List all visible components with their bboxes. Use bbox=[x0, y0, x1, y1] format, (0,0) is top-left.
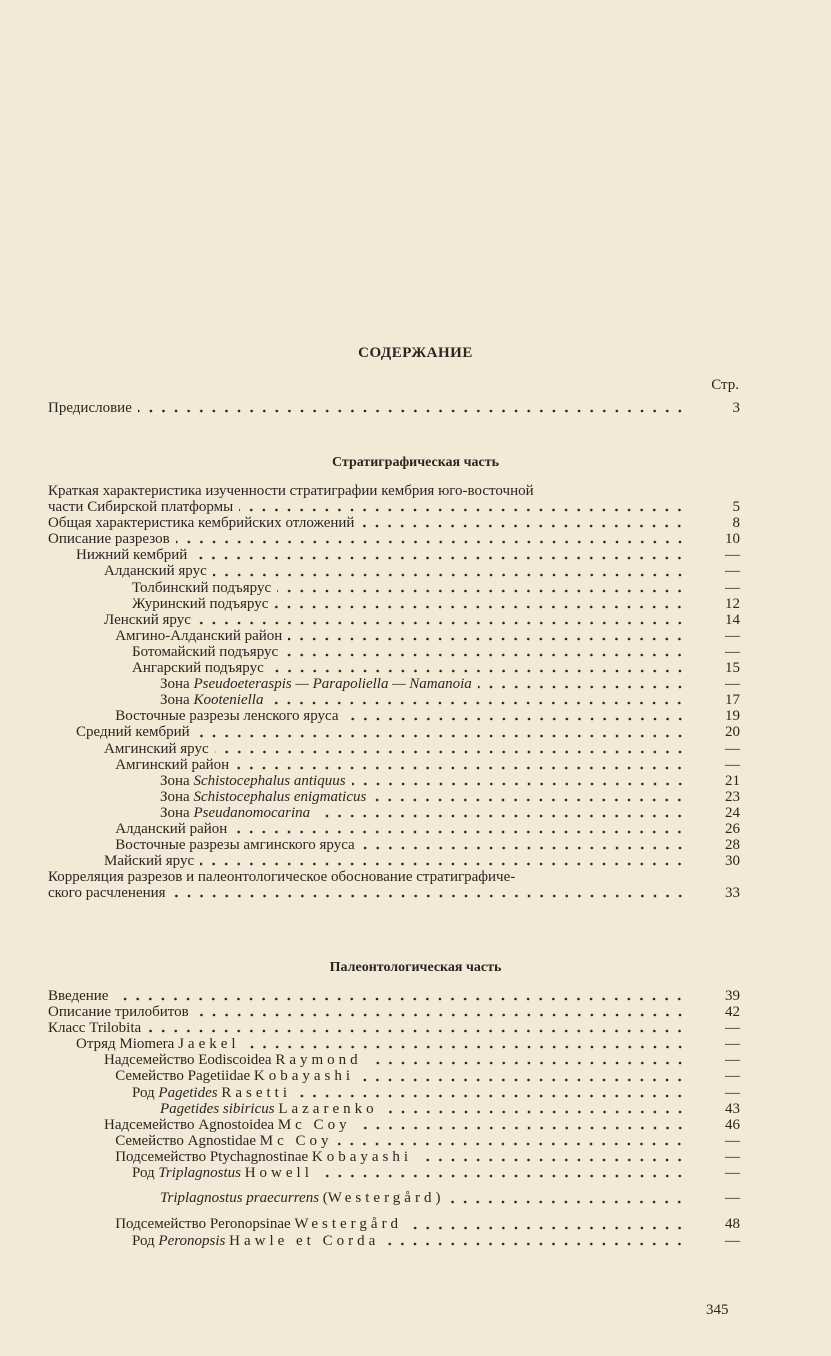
toc-entry bbox=[48, 988, 740, 1004]
toc-entry-label bbox=[132, 1233, 379, 1249]
label-text: Отряд Miomera bbox=[76, 1036, 179, 1053]
toc-entry-page: 17 bbox=[725, 692, 740, 709]
toc-entry bbox=[48, 869, 740, 885]
toc-entry-label bbox=[115, 1133, 332, 1149]
dot-leader bbox=[269, 695, 686, 705]
toc-entry-page: 14 bbox=[725, 611, 740, 628]
toc-entry-label bbox=[160, 1101, 378, 1117]
toc-entry-label bbox=[48, 499, 233, 515]
taxon-name: Pagetides sibiricus bbox=[160, 1100, 275, 1117]
dot-leader bbox=[235, 760, 686, 770]
toc-entry-page: — bbox=[725, 627, 740, 644]
toc-entry-page: 3 bbox=[732, 400, 740, 416]
toc-entry bbox=[48, 676, 740, 692]
toc-entry bbox=[48, 741, 740, 757]
label-text: Описание разрезов bbox=[48, 531, 170, 548]
label-text: Семейство Agnostidae bbox=[115, 1132, 260, 1149]
toc-entry-page: — bbox=[725, 1132, 740, 1149]
toc-entry bbox=[48, 1207, 740, 1233]
toc-entry bbox=[48, 1133, 740, 1149]
toc-entry bbox=[48, 708, 740, 724]
dot-leader bbox=[345, 711, 686, 721]
label-text: Амгино-Алданский район bbox=[115, 627, 283, 644]
toc-entry-page: — bbox=[725, 1084, 740, 1101]
dot-leader bbox=[478, 679, 686, 689]
dot-leader bbox=[338, 1136, 686, 1146]
toc-entry-page: — bbox=[725, 676, 740, 693]
page-column-label: Стр. bbox=[711, 377, 739, 393]
toc-entry-label bbox=[132, 596, 268, 612]
toc-entry bbox=[48, 1052, 740, 1068]
toc-entry-page: 24 bbox=[725, 804, 740, 821]
dot-leader bbox=[284, 647, 686, 657]
taxon-name: Schistocephalus enigmaticus bbox=[193, 788, 367, 805]
toc-entry bbox=[48, 1004, 740, 1020]
toc-entry bbox=[48, 580, 740, 596]
author-name: Raymond bbox=[275, 1052, 362, 1069]
label-text: ( bbox=[319, 1190, 328, 1207]
taxon-name: Triplagnostus bbox=[158, 1165, 241, 1182]
toc-entry-label bbox=[115, 1068, 354, 1084]
toc-entry-label bbox=[160, 692, 263, 708]
dot-leader bbox=[384, 1104, 686, 1114]
label-text: Класс Trilobita bbox=[48, 1020, 142, 1037]
toc-entry-label bbox=[115, 708, 338, 724]
toc-entry-label bbox=[104, 1117, 351, 1133]
toc-entry-page: 46 bbox=[725, 1116, 740, 1133]
dot-leader bbox=[361, 840, 686, 850]
toc-entry-page: — bbox=[725, 547, 740, 564]
dot-leader bbox=[147, 1023, 686, 1033]
toc-stratigraphy bbox=[48, 483, 740, 901]
dot-leader bbox=[246, 1039, 686, 1049]
toc-entry-page: 28 bbox=[725, 837, 740, 854]
toc-entry-label bbox=[115, 837, 355, 853]
label-text: Введение bbox=[48, 988, 109, 1004]
toc-preface bbox=[48, 400, 740, 416]
label-text: Майский ярус bbox=[104, 853, 195, 870]
toc-entry-label bbox=[48, 1020, 141, 1036]
toc-entry-page: 23 bbox=[725, 788, 740, 805]
toc-entry-label bbox=[104, 563, 207, 579]
author-name: Kobayashi bbox=[253, 1068, 355, 1085]
dot-leader bbox=[274, 599, 686, 609]
toc-entry-page: — bbox=[725, 643, 740, 660]
toc-entry-page: — bbox=[725, 740, 740, 757]
toc-entry bbox=[48, 1117, 740, 1133]
toc-paleontology bbox=[48, 988, 740, 1249]
toc-entry bbox=[48, 1068, 740, 1084]
dot-leader bbox=[215, 744, 686, 754]
label-text: Алданский ярус bbox=[104, 563, 207, 580]
toc-entry-page: — bbox=[725, 1052, 740, 1069]
label-text: Зона bbox=[160, 772, 194, 789]
label-text: Общая характеристика кембрийских отложений bbox=[48, 515, 355, 532]
dot-leader bbox=[288, 631, 686, 641]
label-text: Корреляция разрезов и палеонтологическое обоснование стратиграфиче- bbox=[48, 869, 516, 886]
toc-entry bbox=[48, 1165, 740, 1181]
toc-entry-label bbox=[115, 757, 229, 773]
taxon-name: Triplagnostus praecurrens bbox=[160, 1190, 320, 1207]
toc-entry-label bbox=[48, 869, 515, 885]
toc-entry-label bbox=[132, 1165, 313, 1181]
toc-entry-page: 26 bbox=[725, 820, 740, 837]
toc-entry-label bbox=[48, 988, 108, 1004]
toc-entry-page: — bbox=[725, 563, 740, 580]
label-text: Род bbox=[132, 1084, 159, 1101]
toc-entry-label bbox=[76, 724, 190, 740]
dot-leader bbox=[385, 1236, 686, 1246]
label-text: Предисловие bbox=[48, 400, 132, 416]
toc-entry bbox=[48, 773, 740, 789]
toc-entry bbox=[48, 1101, 740, 1117]
label-text: Толбинский подъярус bbox=[132, 579, 272, 596]
toc-entry-page: — bbox=[725, 1036, 740, 1053]
toc-entry bbox=[48, 789, 740, 805]
label-text: ского расчленения bbox=[48, 885, 166, 902]
toc-entry-label bbox=[48, 1004, 189, 1020]
dot-leader bbox=[270, 663, 686, 673]
toc-entry-label bbox=[104, 612, 191, 628]
label-text: Зона bbox=[160, 788, 194, 805]
toc-entry bbox=[48, 596, 740, 612]
label-text: Семейство Pagetiidae bbox=[115, 1068, 254, 1085]
label-text: Краткая характеристика изученности стратиграфии кембрия юго-восточной bbox=[48, 483, 534, 499]
toc-entry bbox=[48, 644, 740, 660]
toc-entry bbox=[48, 1149, 740, 1165]
dot-leader bbox=[176, 534, 686, 544]
toc-entry-label bbox=[48, 885, 166, 901]
toc-entry-page: 15 bbox=[725, 660, 740, 677]
dot-leader bbox=[200, 856, 686, 866]
toc-entry bbox=[48, 1036, 740, 1052]
dot-leader bbox=[233, 824, 686, 834]
label-text: Журинский подъярус bbox=[132, 595, 269, 612]
dot-leader bbox=[297, 1088, 686, 1098]
toc-entry bbox=[48, 547, 740, 563]
dot-leader bbox=[138, 403, 686, 413]
toc-entry-page: — bbox=[725, 1148, 740, 1165]
toc-entry-label bbox=[132, 580, 271, 596]
toc-entry-label bbox=[104, 741, 209, 757]
toc-entry-page: 48 bbox=[725, 1216, 740, 1233]
toc-entry-label bbox=[104, 1052, 362, 1068]
toc-entry-label bbox=[160, 676, 472, 692]
toc-entry bbox=[48, 805, 740, 821]
toc-entry bbox=[48, 563, 740, 579]
toc-entry bbox=[48, 1085, 740, 1101]
dot-leader bbox=[172, 888, 686, 898]
label-text: Подсемейство Ptychagnostinae bbox=[115, 1148, 312, 1165]
toc-entry bbox=[48, 1233, 740, 1249]
label-text: Ангарский подъярус bbox=[132, 660, 264, 677]
dot-leader bbox=[408, 1220, 686, 1230]
label-text: Амгинский ярус bbox=[104, 740, 209, 757]
toc-entry-label bbox=[115, 821, 227, 837]
toc-entry-page: — bbox=[725, 1190, 740, 1207]
toc-entry-label bbox=[115, 1149, 412, 1165]
toc-entry-label bbox=[104, 853, 194, 869]
label-text: Род bbox=[132, 1165, 159, 1182]
taxon-name: Kooteniella bbox=[193, 692, 264, 709]
toc-entry bbox=[48, 531, 740, 547]
author-name: Howell bbox=[244, 1165, 313, 1182]
toc-entry-label bbox=[48, 531, 170, 547]
taxon-name: Schistocephalus antiquus bbox=[193, 772, 346, 789]
label-text: Амгинский район bbox=[115, 756, 230, 773]
toc-entry bbox=[48, 853, 740, 869]
dot-leader bbox=[446, 1194, 686, 1204]
label-text: Восточные разрезы амгинского яруса bbox=[115, 837, 355, 854]
toc-entry bbox=[48, 628, 740, 644]
dot-leader bbox=[368, 1055, 686, 1065]
toc-entry-page: — bbox=[725, 1020, 740, 1037]
taxon-name: Pagetides bbox=[158, 1084, 218, 1101]
dot-leader bbox=[316, 808, 686, 818]
dot-leader bbox=[195, 1007, 686, 1017]
author-name: Westergård bbox=[327, 1190, 436, 1207]
toc-entry-page: 43 bbox=[725, 1100, 740, 1117]
author-name: Rasetti bbox=[221, 1084, 291, 1101]
dot-leader bbox=[372, 792, 686, 802]
label-text: Надсемейство Agnostoidea bbox=[104, 1116, 278, 1133]
toc-entry-label bbox=[48, 483, 534, 499]
dot-leader bbox=[196, 728, 686, 738]
label-text: Описание трилобитов bbox=[48, 1004, 189, 1021]
toc-entry bbox=[48, 692, 740, 708]
toc-entry-page: 5 bbox=[732, 499, 740, 516]
author-name: Jaekel bbox=[178, 1036, 240, 1053]
label-text: Ботомайский подъярус bbox=[132, 643, 279, 660]
toc-entry bbox=[48, 837, 740, 853]
toc-entry-label bbox=[48, 400, 132, 416]
toc-entry-page: 19 bbox=[725, 708, 740, 725]
dot-leader bbox=[352, 776, 686, 786]
toc-entry-label bbox=[160, 805, 310, 821]
label-text: Нижний кембрий bbox=[76, 547, 188, 564]
label-text: Средний кембрий bbox=[76, 724, 190, 741]
dot-leader bbox=[357, 1120, 686, 1130]
toc-entry bbox=[48, 821, 740, 837]
author-name: Westergård bbox=[294, 1216, 403, 1233]
label-text: Зона bbox=[160, 692, 194, 709]
dot-leader bbox=[239, 502, 686, 512]
toc-entry-page: 8 bbox=[732, 515, 740, 532]
toc-entry-label bbox=[76, 1036, 240, 1052]
toc-entry-page: 39 bbox=[725, 988, 740, 1004]
toc-entry-page: — bbox=[725, 1233, 740, 1250]
toc-entry-label bbox=[132, 1085, 291, 1101]
label-text: ) bbox=[435, 1190, 441, 1207]
toc-entry-label bbox=[160, 789, 366, 805]
toc-entry-page: 21 bbox=[725, 772, 740, 789]
toc-entry-page: 12 bbox=[725, 595, 740, 612]
toc-entry bbox=[48, 660, 740, 676]
taxon-name: Pseudanomocarina bbox=[193, 804, 311, 821]
dot-leader bbox=[277, 583, 686, 593]
dot-leader bbox=[319, 1168, 686, 1178]
section-heading: Палеонтологическая часть bbox=[329, 960, 502, 975]
label-text: Зона bbox=[160, 676, 194, 693]
taxon-name: Peronopsis bbox=[158, 1233, 226, 1250]
label-text: Род bbox=[132, 1233, 159, 1250]
toc-entry bbox=[48, 1181, 740, 1207]
label-text: Ленский ярус bbox=[104, 611, 191, 628]
author-name: Mc Coy bbox=[259, 1132, 333, 1149]
toc-entry-page: — bbox=[725, 579, 740, 596]
toc-entry-page: 20 bbox=[725, 724, 740, 741]
dot-leader bbox=[197, 615, 686, 625]
label-text: Зона bbox=[160, 804, 194, 821]
page-number: 345 bbox=[706, 1302, 729, 1318]
author-name: Kobayashi bbox=[311, 1148, 413, 1165]
toc-entry bbox=[48, 483, 740, 499]
taxon-name: Pseudoeteraspis — Parapoliella — Namanoia bbox=[193, 676, 472, 693]
toc-entry-label bbox=[48, 515, 354, 531]
toc-entry-page: 10 bbox=[725, 531, 740, 548]
dot-leader bbox=[114, 991, 686, 1001]
toc-entry-page: — bbox=[725, 756, 740, 773]
author-name: Mc Coy bbox=[277, 1116, 351, 1133]
label-text: Надсемейство Eodiscoidea bbox=[104, 1052, 276, 1069]
dot-leader bbox=[418, 1152, 686, 1162]
dot-leader bbox=[193, 550, 686, 560]
toc-entry bbox=[48, 400, 740, 416]
toc-entry-label bbox=[132, 644, 278, 660]
author-name: Hawle et Corda bbox=[229, 1233, 380, 1250]
label-text: Алданский район bbox=[115, 820, 228, 837]
toc-entry bbox=[48, 724, 740, 740]
section-heading: Стратиграфическая часть bbox=[331, 455, 500, 470]
author-name: Lazarenko bbox=[278, 1100, 378, 1117]
label-text: Подсемейство Peronopsinae bbox=[115, 1216, 295, 1233]
dot-leader bbox=[360, 1072, 686, 1082]
toc-entry-label bbox=[160, 773, 346, 789]
toc-entry-page: 42 bbox=[725, 1004, 740, 1021]
dot-leader bbox=[213, 567, 686, 577]
toc-entry-label bbox=[132, 660, 264, 676]
toc-entry bbox=[48, 885, 740, 901]
toc-entry bbox=[48, 612, 740, 628]
dot-leader bbox=[360, 518, 686, 528]
toc-entry bbox=[48, 499, 740, 515]
toc-entry bbox=[48, 757, 740, 773]
toc-entry-label bbox=[76, 547, 187, 563]
label-text: Восточные разрезы ленского яруса bbox=[115, 708, 339, 725]
toc-entry-page: 30 bbox=[725, 853, 740, 870]
label-text: части Сибирской платформы bbox=[48, 499, 234, 516]
toc-entry-page: 33 bbox=[725, 885, 740, 902]
toc-entry bbox=[48, 515, 740, 531]
toc-entry bbox=[48, 1020, 740, 1036]
toc-entry-page: — bbox=[725, 1165, 740, 1182]
toc-entry-label bbox=[115, 628, 282, 644]
toc-entry-page: — bbox=[725, 1068, 740, 1085]
page-title: СОДЕРЖАНИЕ bbox=[358, 345, 473, 361]
